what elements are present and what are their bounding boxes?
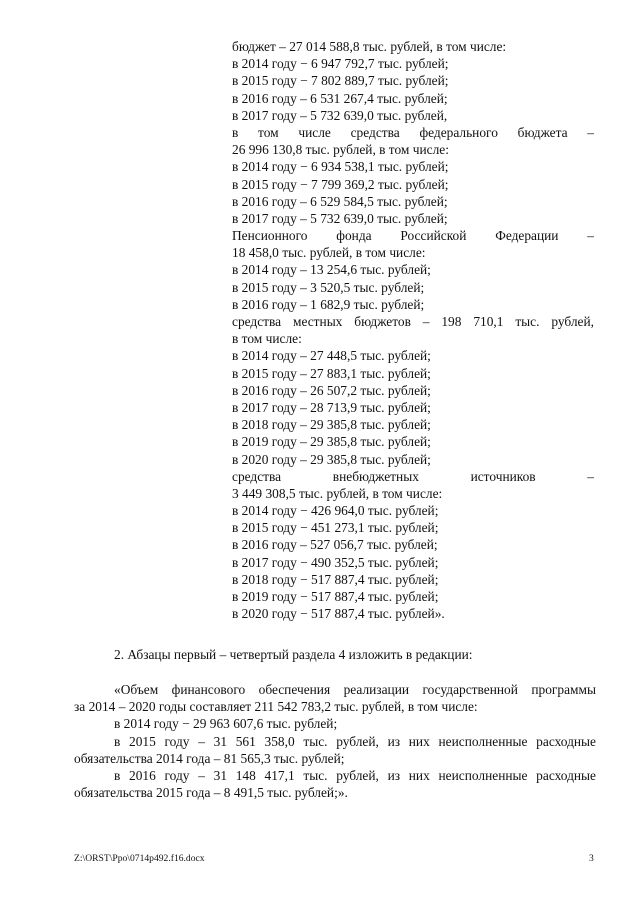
budget-line: в 2016 году – 6 531 267,4 тыс. рублей; xyxy=(232,90,448,106)
budget-line: в 2014 году − 6 947 792,7 тыс. рублей; xyxy=(232,56,449,72)
budget-line: в 2014 году – 13 254,6 тыс. рублей; xyxy=(232,262,431,278)
quote-line: «Объем финансового обеспечения реализации государственной программы xyxy=(114,682,596,697)
budget-line: в 2017 году – 28 713,9 тыс. рублей; xyxy=(232,399,431,415)
budget-line: в 2015 году − 451 273,1 тыс. рублей; xyxy=(232,520,439,536)
budget-line: в 2014 году − 6 934 538,1 тыс. рублей; xyxy=(232,159,449,175)
budget-line: в том числе средства федерального бюджета – xyxy=(232,124,594,140)
budget-line: в 2016 году – 527 056,7 тыс. рублей; xyxy=(232,537,438,553)
budget-line: 18 458,0 тыс. рублей, в том числе: xyxy=(232,245,426,261)
budget-line: в 2017 году − 490 352,5 тыс. рублей; xyxy=(232,554,439,570)
budget-line: средства местных бюджетов – 198 710,1 тыс. рублей, xyxy=(232,314,594,329)
budget-line: в 2018 году – 29 385,8 тыс. рублей; xyxy=(232,417,431,433)
budget-line: в 2017 году – 5 732 639,0 тыс. рублей; xyxy=(232,210,448,226)
budget-line: в 2019 году − 517 887,4 тыс. рублей; xyxy=(232,589,439,604)
budget-line: в 2015 году − 7 802 889,7 тыс. рублей; xyxy=(232,73,449,89)
budget-line: в 2016 году – 6 529 584,5 тыс. рублей; xyxy=(232,193,448,209)
budget-line: в 2020 году – 29 385,8 тыс. рублей; xyxy=(232,451,431,467)
budget-line: в 2018 году − 517 887,4 тыс. рублей; xyxy=(232,571,439,587)
quote-line: обязательства 2015 года – 8 491,5 тыс. рублей;». xyxy=(74,785,348,801)
budget-line: в 2016 году – 26 507,2 тыс. рублей; xyxy=(232,382,431,398)
budget-line: в 2015 году − 7 799 369,2 тыс. рублей; xyxy=(232,176,449,192)
budget-line: 26 996 130,8 тыс. рублей, в том числе: xyxy=(232,142,449,158)
budget-line: в 2019 году – 29 385,8 тыс. рублей; xyxy=(232,434,431,450)
quote-line: за 2014 – 2020 годы составляет 211 542 783,2 тыс. рублей, в том числе: xyxy=(74,699,478,715)
budget-line: в 2015 году – 3 520,5 тыс. рублей; xyxy=(232,279,425,295)
quoted-funding-paragraph xyxy=(74,681,596,801)
quote-line: в 2016 году – 31 148 417,1 тыс. рублей, из них неисполненные расходные xyxy=(114,767,596,783)
budget-line: в 2017 году – 5 732 639,0 тыс. рублей, xyxy=(232,107,448,123)
item-2-text: 2. Абзацы первый – четвертый раздела 4 изложить в редакции: xyxy=(114,647,473,662)
budget-line: в 2015 году – 27 883,1 тыс. рублей; xyxy=(232,365,431,381)
budget-line: Пенсионного фонда Российской Федерации – xyxy=(232,228,594,244)
budget-line: бюджет – 27 014 588,8 тыс. рублей, в том числе: xyxy=(232,39,507,54)
quote-line: обязательства 2014 года – 81 565,3 тыс. рублей; xyxy=(74,750,345,766)
budget-breakdown-column xyxy=(232,38,594,622)
budget-line: 3 449 308,5 тыс. рублей, в том числе: xyxy=(232,485,443,501)
budget-line: в 2014 году − 426 964,0 тыс. рублей; xyxy=(232,503,439,519)
item-2-paragraph xyxy=(74,646,596,663)
budget-line: в 2020 году − 517 887,4 тыс. рублей». xyxy=(232,606,445,622)
budget-line: в 2014 году – 27 448,5 тыс. рублей; xyxy=(232,348,431,364)
footer-file-path: Z:\ORST\Ppo\0714p492.f16.docx xyxy=(74,853,205,864)
budget-line: в 2016 году – 1 682,9 тыс. рублей; xyxy=(232,296,425,312)
budget-line: средства внебюджетных источников – xyxy=(232,468,594,484)
quote-line: в 2014 году − 29 963 607,6 тыс. рублей; xyxy=(114,716,338,732)
quote-line: в 2015 году – 31 561 358,0 тыс. рублей, из них неисполненные расходные xyxy=(114,733,596,749)
footer-page-number: 3 xyxy=(589,853,594,864)
budget-line: в том числе: xyxy=(232,331,302,347)
